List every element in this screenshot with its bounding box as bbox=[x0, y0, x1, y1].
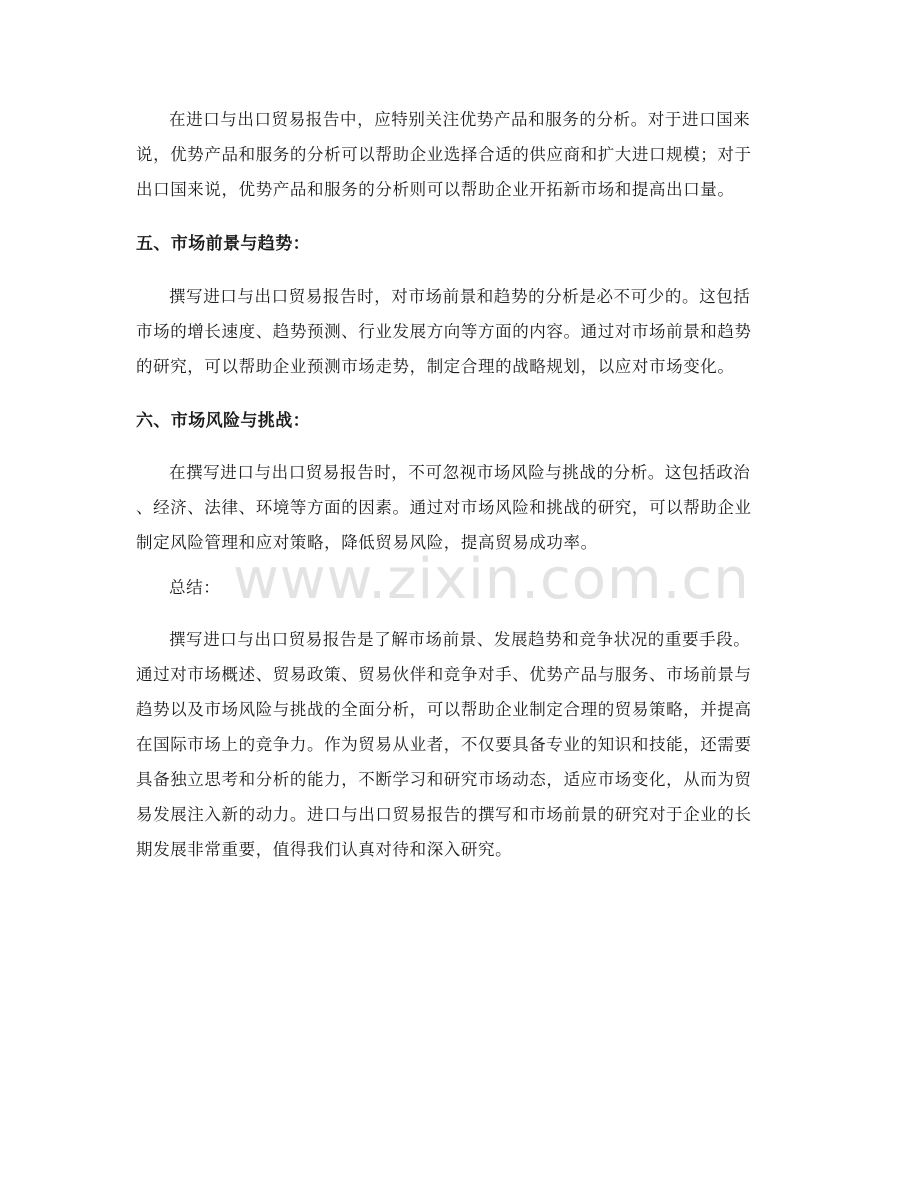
paragraph-1-line-2: 说，优势产品和服务的分析可以帮助企业选择合适的供应商和扩大进口规模；对于 bbox=[136, 145, 752, 164]
watermark: www.zixin.com.cn bbox=[233, 547, 750, 612]
paragraph-1-line-1: 在进口与出口贸易报告中，应特别关注优势产品和服务的分析。对于进口国来 bbox=[169, 110, 751, 129]
paragraph-4-line-7: 期发展非常重要，值得我们认真对待和深入研究。 bbox=[136, 840, 513, 859]
paragraph-2-line-1: 撰写进口与出口贸易报告时，对市场前景和趋势的分析是必不可少的。这包括 bbox=[169, 287, 751, 306]
paragraph-3-line-2: 、经济、法律、环境等方面的因素。通过对市场风险和挑战的研究，可以帮助企业 bbox=[136, 498, 752, 517]
paragraph-4-line-5: 具备独立思考和分析的能力，不断学习和研究市场动态，适应市场变化，从而为贸 bbox=[136, 770, 752, 789]
paragraph-3-line-1: 在撰写进口与出口贸易报告时，不可忽视市场风险与挑战的分析。这包括政治 bbox=[169, 463, 751, 482]
paragraph-4-line-3: 趋势以及市场风险与挑战的全面分析，可以帮助企业制定合理的贸易策略，并提高 bbox=[136, 700, 752, 719]
paragraph-3-line-3: 制定风险管理和应对策略，降低贸易风险，提高贸易成功率。 bbox=[136, 533, 598, 552]
paragraph-1-line-3: 出口国来说，优势产品和服务的分析则可以帮助企业开拓新市场和提高出口量。 bbox=[136, 180, 735, 199]
paragraph-4-line-1: 撰写进口与出口贸易报告是了解市场前景、发展趋势和竞争状况的重要手段。 bbox=[169, 630, 751, 649]
paragraph-2-line-2: 市场的增长速度、趋势预测、行业发展方向等方面的内容。通过对市场前景和趋势 bbox=[136, 322, 752, 341]
summary-label: 总结： bbox=[169, 578, 221, 597]
paragraph-4-line-6: 易发展注入新的动力。进口与出口贸易报告的撰写和市场前景的研究对于企业的长 bbox=[136, 805, 752, 824]
heading-market-outlook: 五、市场前景与趋势： bbox=[136, 234, 310, 254]
paragraph-2-line-3: 的研究，可以帮助企业预测市场走势，制定合理的战略规划，以应对市场变化。 bbox=[136, 357, 735, 376]
paragraph-4-line-4: 在国际市场上的竞争力。作为贸易从业者，不仅要具备专业的知识和技能，还需要 bbox=[136, 735, 752, 754]
paragraph-4-line-2: 通过对市场概述、贸易政策、贸易伙伴和竞争对手、优势产品与服务、市场前景与 bbox=[136, 665, 752, 684]
heading-market-risk: 六、市场风险与挑战： bbox=[136, 411, 310, 431]
